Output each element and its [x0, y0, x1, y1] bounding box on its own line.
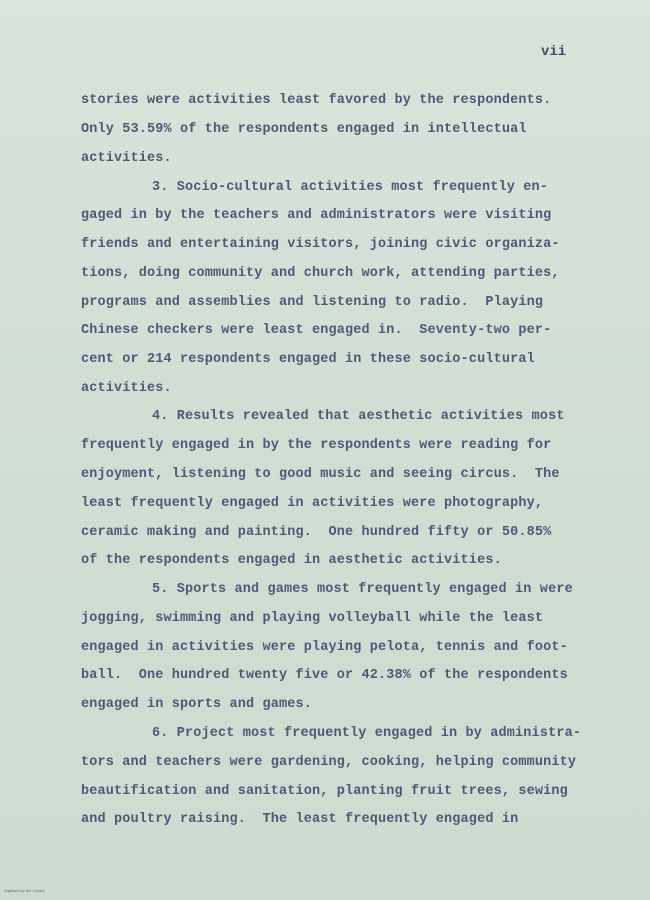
text-line: 4. Results revealed that aesthetic activities most — [152, 409, 565, 424]
text-line: jogging, swimming and playing volleyball while the least — [81, 611, 544, 626]
text-line: tions, doing community and church work, attending parties, — [81, 266, 560, 281]
text-line: ball. One hundred twenty five or 42.38% of the respondents — [81, 668, 568, 683]
text-line: enjoyment, listening to good music and seeing circus. The — [81, 467, 560, 482]
text-line: friends and entertaining visitors, joining civic organiza- — [81, 237, 560, 252]
text-line: gaged in by the teachers and administrators were visiting — [81, 208, 552, 223]
text-line: beautification and sanitation, planting fruit trees, sewing — [81, 784, 568, 799]
text-line: Only 53.59% of the respondents engaged in intellectual — [81, 122, 527, 137]
text-line: 5. Sports and games most frequently engaged in were — [152, 582, 573, 597]
text-line: engaged in activities were playing pelota, tennis and foot- — [81, 640, 568, 655]
text-line: activities. — [81, 381, 172, 396]
text-line: engaged in sports and games. — [81, 697, 313, 712]
text-line: cent or 214 respondents engaged in these socio-cultural — [81, 352, 535, 367]
text-line: frequently engaged in by the respondents were reading for — [81, 438, 552, 453]
text-line: least frequently engaged in activities were photography, — [81, 496, 544, 511]
digitization-footer: Digitized by the Library — [4, 888, 45, 893]
text-line: ceramic making and painting. One hundred fifty or 50.85% — [81, 525, 552, 540]
text-line: stories were activities least favored by the respondents. — [81, 93, 552, 108]
page-number: vii — [541, 44, 567, 60]
text-line: of the respondents engaged in aesthetic activities. — [81, 553, 502, 568]
text-line: and poultry raising. The least frequently engaged in — [81, 812, 519, 827]
text-line: 3. Socio-cultural activities most frequently en- — [152, 180, 549, 195]
text-line: Chinese checkers were least engaged in. Seventy-two per- — [81, 323, 552, 338]
text-line: programs and assemblies and listening to radio. Playing — [81, 295, 544, 310]
text-line: activities. — [81, 151, 172, 166]
text-line: tors and teachers were gardening, cooking, helping community — [81, 755, 577, 770]
text-line: 6. Project most frequently engaged in by administra- — [152, 726, 582, 741]
